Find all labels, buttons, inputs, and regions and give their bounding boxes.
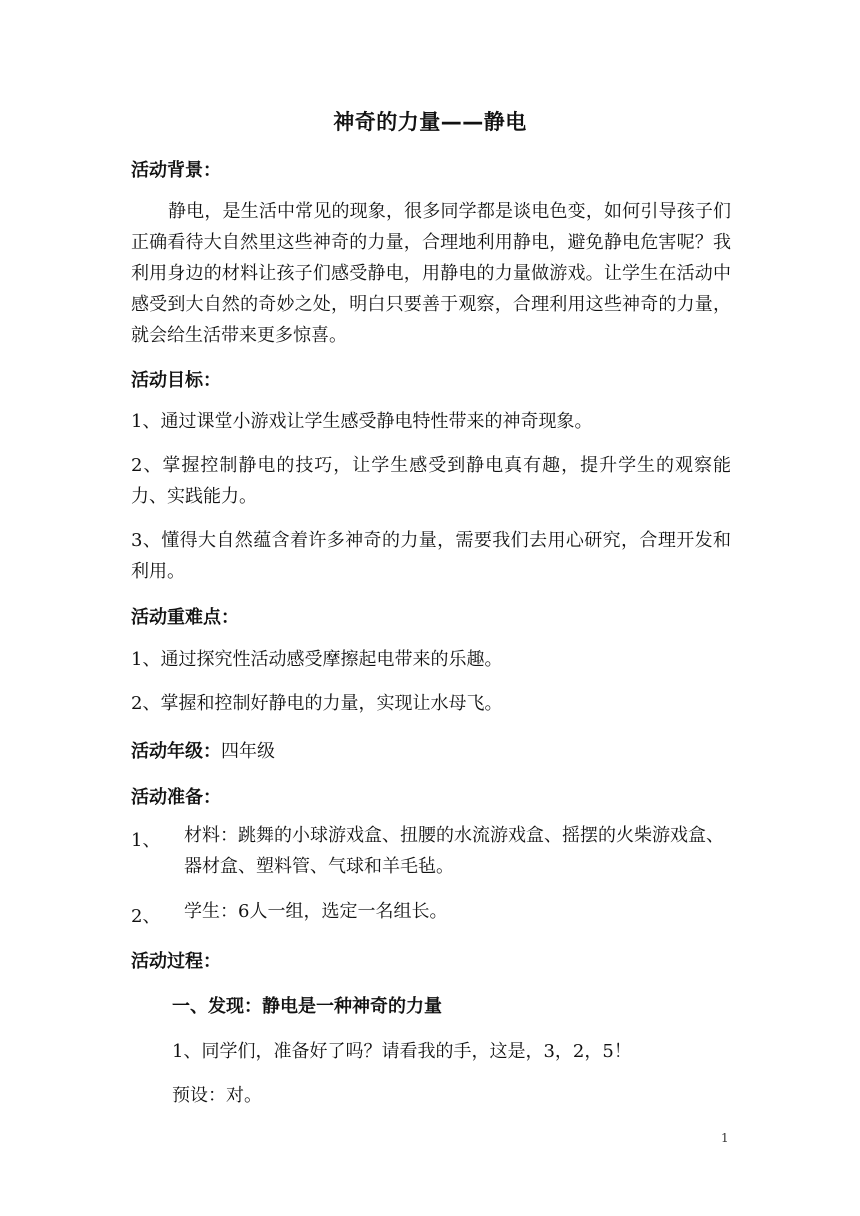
goal-item-2: 2、掌握控制静电的技巧，让学生感受到静电真有趣，提升学生的观察能力、实践能力。 <box>131 455 731 507</box>
goal-item-1: 1、通过课堂小游戏让学生感受静电特性带来的神奇现象。 <box>131 411 593 432</box>
document-title: 神奇的力量——静电 <box>333 110 527 134</box>
grade-value: 四年级 <box>221 741 275 762</box>
preparation-item-1-number: 1、 <box>131 830 161 851</box>
key-points-heading: 活动重难点： <box>131 607 239 628</box>
grade-row <box>131 737 275 763</box>
goals-heading: 活动目标： <box>131 370 221 391</box>
grade-heading: 活动年级： <box>131 741 221 762</box>
process-subheading: 一、发现：静电是一种神奇的力量 <box>172 996 442 1017</box>
key-point-item-2: 2、掌握和控制好静电的力量，实现让水母飞。 <box>131 693 503 714</box>
background-paragraph: 静电，是生活中常见的现象，很多同学都是谈电色变，如何引导孩子们正确看待大自然里这些神奇的力量，合理地利用静电，避免静电危害呢？我利用身边的材料让孩子们感受静电，用静电的力量做游戏。让学生在活动中感受到大自然的奇妙之处，明白只要善于观察，合理利用这些神奇的力量，就会给生活带来更多惊喜。 <box>131 201 731 346</box>
process-line-1: 1、同学们，准备好了吗？请看我的手，这是，3，2，5！ <box>172 1041 632 1062</box>
process-line-2: 预设：对。 <box>172 1085 262 1106</box>
background-heading: 活动背景： <box>131 160 221 181</box>
preparation-item-2-number: 2、 <box>131 906 161 927</box>
key-point-item-1: 1、通过探究性活动感受摩擦起电带来的乐趣。 <box>131 649 503 670</box>
process-heading: 活动过程： <box>131 951 221 972</box>
preparation-item-1-text: 材料：跳舞的小球游戏盒、扭腰的水流游戏盒、摇摆的火柴游戏盒、器材盒、塑料管、气球和羊毛毡。 <box>184 825 724 877</box>
preparation-heading: 活动准备： <box>131 787 221 808</box>
page-number: 1 <box>721 1131 729 1145</box>
preparation-item-2-text: 学生：6人一组，选定一名组长。 <box>184 901 448 922</box>
goal-item-3: 3、懂得大自然蕴含着许多神奇的力量，需要我们去用心研究，合理开发和利用。 <box>131 530 731 582</box>
